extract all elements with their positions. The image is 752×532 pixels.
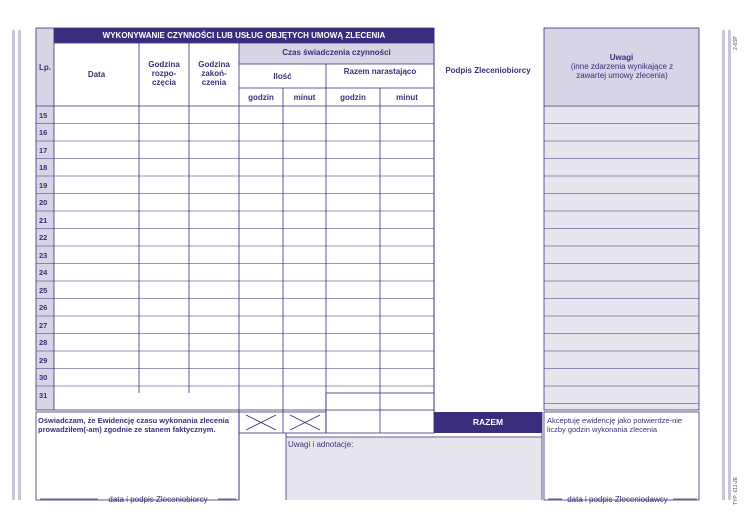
col-podpis-header: Podpis Zleceniobiorcy <box>445 66 531 75</box>
side-code-bottom: TYP: 611-2E <box>733 476 739 505</box>
row-number: 27 <box>39 320 48 330</box>
row-number: 20 <box>39 198 48 207</box>
row-number: 22 <box>39 233 48 242</box>
col-ilosc-header: Ilość <box>273 72 292 81</box>
row-number: 23 <box>39 250 48 260</box>
row-number: 31 <box>39 390 48 400</box>
col-minut-1-header: minut <box>293 93 316 102</box>
row-number: 29 <box>39 355 48 365</box>
row-number: 26 <box>39 303 48 312</box>
akceptuje-text: Akceptuję ewidencję jako potwierdze-nie liczby godzin wykonania zlecenia <box>547 416 683 434</box>
row-number: 24 <box>39 268 48 277</box>
row-number: 18 <box>39 163 48 172</box>
form-title: WYKONYWANIE CZYNNOŚCI LUB USŁUG OBJĘTYCH UMOWĄ ZLECENIA <box>102 31 386 40</box>
razem-label: RAZEM <box>472 417 504 427</box>
col-minut-2-header: minut <box>396 93 418 102</box>
row-number: 21 <box>39 215 48 225</box>
uwagi-adnotacje-label: Uwagi i adnotacje: <box>288 440 354 449</box>
row-number: 16 <box>39 128 48 137</box>
col-lp-header: Lp. <box>39 63 51 72</box>
row-number: 17 <box>39 145 48 155</box>
row-number: 15 <box>39 110 48 120</box>
oswiadczenie-text: Oświadczam, że Ewidencję czasu wykonania zlecenia prowadziłem(-am) zgodnie ze stanem faktycznym. <box>38 416 229 434</box>
uwagi-subtitle: (inne zdarzenia wynikające z zawartej umowy zlecenia) <box>570 62 674 80</box>
side-code-top: 2-6SP <box>733 36 739 50</box>
col-czas-header: Czas świadczenia czynności <box>282 48 391 57</box>
row-number: 28 <box>39 338 48 347</box>
row-number: 30 <box>39 373 48 382</box>
uwagi-header: Uwagi <box>609 53 634 62</box>
col-godzin-2-header: godzin <box>340 93 366 102</box>
col-razem-header: Razem narastająco <box>343 67 417 76</box>
col-godzina-end-header: Godzina zakoń-czenia <box>198 60 230 87</box>
podpis-zleceniobiorcy-label: data i podpis Zleceniobiorcy <box>108 495 208 504</box>
row-number: 19 <box>39 180 48 190</box>
col-godzin-1-header: godzin <box>248 93 274 102</box>
podpis-zleceniodawcy-label: data i podpis Zleceniodawcy <box>567 495 668 504</box>
row-number: 25 <box>39 285 48 295</box>
col-godzina-start-header: Godzina rozpo-częcia <box>148 60 180 87</box>
col-data-header: Data <box>87 70 106 79</box>
